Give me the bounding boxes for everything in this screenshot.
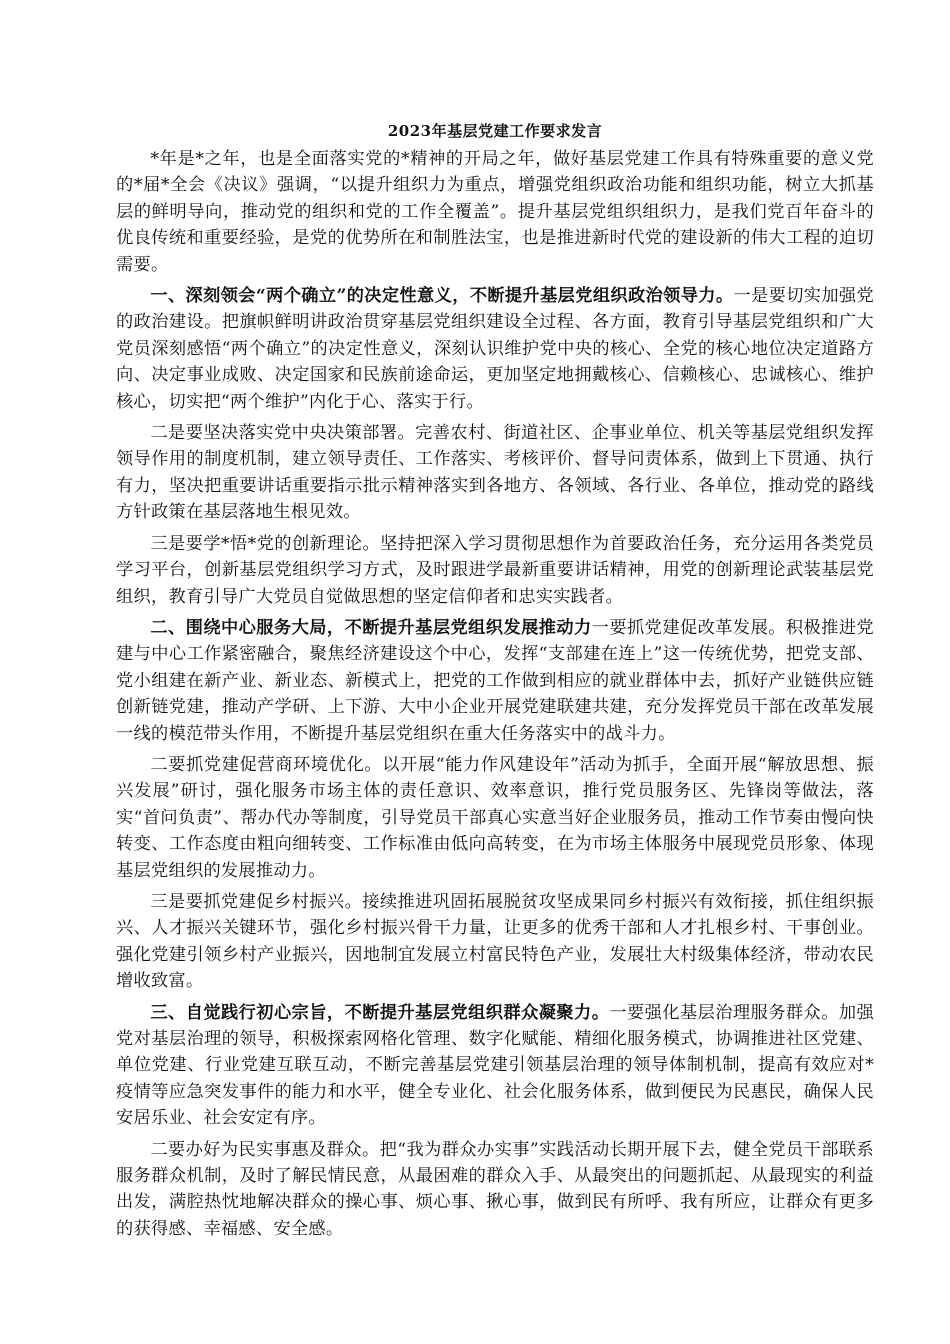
paragraph-text: 一要抓党建促改革发展。积极推进党建与中心工作紧密融合，聚焦经济建设这个中心，发挥“支部建在连上”这一传统优势，把党支部、党小组建在新产业、新业态、新模式上，把党的工作做到相应的就业群体中去，抓好产业链供应链创新链党建，推动产学研、上下游、大中小企业开展党建联建共建，充分发挥党员干部在改革发展一线的模范带头作用，不断提升基层党组织在重大任务落实中的战斗力。 xyxy=(116,617,874,744)
paragraph-intro xyxy=(116,146,874,278)
paragraph-text: 一要强化基层治理服务群众。加强党对基层治理的领导，积极探索网格化管理、数字化赋能、精细化服务模式，协调推进社区党建、单位党建、行业党建互联互动，不断完善基层党建引领基层治理的领导体制机制，提高有效应对*疫情等应急突发事件的能力和水平，健全专业化、社会化服务体系，做到便民为民惠民，确保人民安居乐业、社会安定有序。 xyxy=(116,1002,874,1129)
paragraph-3-2 xyxy=(116,1137,874,1243)
paragraph-text: 二是要坚决落实党中央决策部署。完善农村、街道社区、企事业单位、机关等基层党组织发挥领导作用的制度机制，建立领导责任、工作落实、考核评价、督导问责体系，做到上下贯通、执行有力，坚决把重要讲话重要指示批示精神落实到各地方、各领域、各行业、各单位，推动党的路线方针政策在基层落地生根见效。 xyxy=(116,423,874,523)
paragraph-text: 三是要抓党建促乡村振兴。接续推进巩固拓展脱贫攻坚成果同乡村振兴有效衔接，抓住组织振兴、人才振兴关键环节，强化乡村振兴骨干力量，让更多的优秀干部和人才扎根乡村、干事创业。强化党建引领乡村产业振兴，因地制宜发展立村富民特色产业，发展壮大村级集体经济，带动农民增收致富。 xyxy=(116,891,874,992)
paragraph-text: 二要办好为民实事惠及群众。把“我为群众办实事”实践活动长期开展下去，健全党员干部联系服务群众机制，及时了解民情民意，从最困难的群众入手、从最突出的问题抓起、从最现实的利益出发，满腔热忱地解决群众的操心事、烦心事、揪心事，做到民有所呼、我有所应，让群众有更多的获得感、幸福感、安全感。 xyxy=(116,1139,874,1239)
paragraph-text: 一是要切实加强党的政治建设。把旗帜鲜明讲政治贯穿基层党组织建设全过程、各方面，教育引导基层党组织和广大党员深刻感悟“两个确立”的决定性意义，深刻认识维护党中央的核心、全党的核心地位决定道路方向、决定事业成败、决定国家和民族前途命运，更加坚定地拥戴核心、信赖核心、忠诚核心、维护核心，切实把“两个维护”内化于心、落实于行。 xyxy=(116,286,874,412)
paragraph-1-2 xyxy=(116,420,874,526)
paragraph-text: 三是要学*悟*党的创新理论。坚持把深入学习贯彻思想作为首要政治任务，充分运用各类党员学习平台，创新基层党组织学习方式，及时跟进学最新重要讲话精神，用党的创新理论武装基层党组织，教育引导广大党员自觉做思想的坚定信仰者和忠实实践者。 xyxy=(116,533,874,607)
paragraph-section-3 xyxy=(116,1000,874,1132)
paragraph-text: *年是*之年，也是全面落实党的*精神的开局之年，做好基层党建工作具有特殊重要的意义党的*届*全会《决议》强调，“以提升组织力为重点，增强党组织政治功能和组织功能，树立大抓基层的鲜明导向，推动党的组织和党的工作全覆盖”。提升基层党组织组织力，是我们党百年奋斗的优良传统和重要经验，是党的优势所在和制胜法宝，也是推进新时代党的建设新的伟大工程的迫切需要。 xyxy=(116,149,874,275)
paragraph-section-1 xyxy=(116,283,874,415)
document-page xyxy=(116,120,874,1247)
paragraph-2-3 xyxy=(116,889,874,995)
paragraph-text: 二要抓党建促营商环境优化。以开展“能力作风建设年”活动为抓手，全面开展“解放思想、振兴发展”研讨，强化服务市场主体的责任意识、效率意识，推行党员服务区、先锋岗等做法，落实“首问负责”、帮办代办等制度，引导党员干部真心实意当好企业服务员，推动工作节奏由慢向快转变、工作态度由粗向细转变、工作标准由低向高转变，在为市场主体服务中展现党员形象、体现基层党组织的发展推动力。 xyxy=(116,754,874,881)
paragraph-section-2 xyxy=(116,615,874,747)
document-title: 2023年基层党建工作要求发言 xyxy=(387,122,603,140)
paragraph-1-3 xyxy=(116,531,874,610)
section-heading: 一、深刻领会“两个确立”的决定性意义，不断提升基层党组织政治领导力。 xyxy=(150,286,734,307)
paragraph-2-2 xyxy=(116,752,874,884)
section-heading: 二、围绕中心服务大局，不断提升基层党组织发展推动力 xyxy=(150,617,592,638)
section-heading: 三、自觉践行初心宗旨，不断提升基层党组织群众凝聚力。 xyxy=(150,1002,610,1023)
